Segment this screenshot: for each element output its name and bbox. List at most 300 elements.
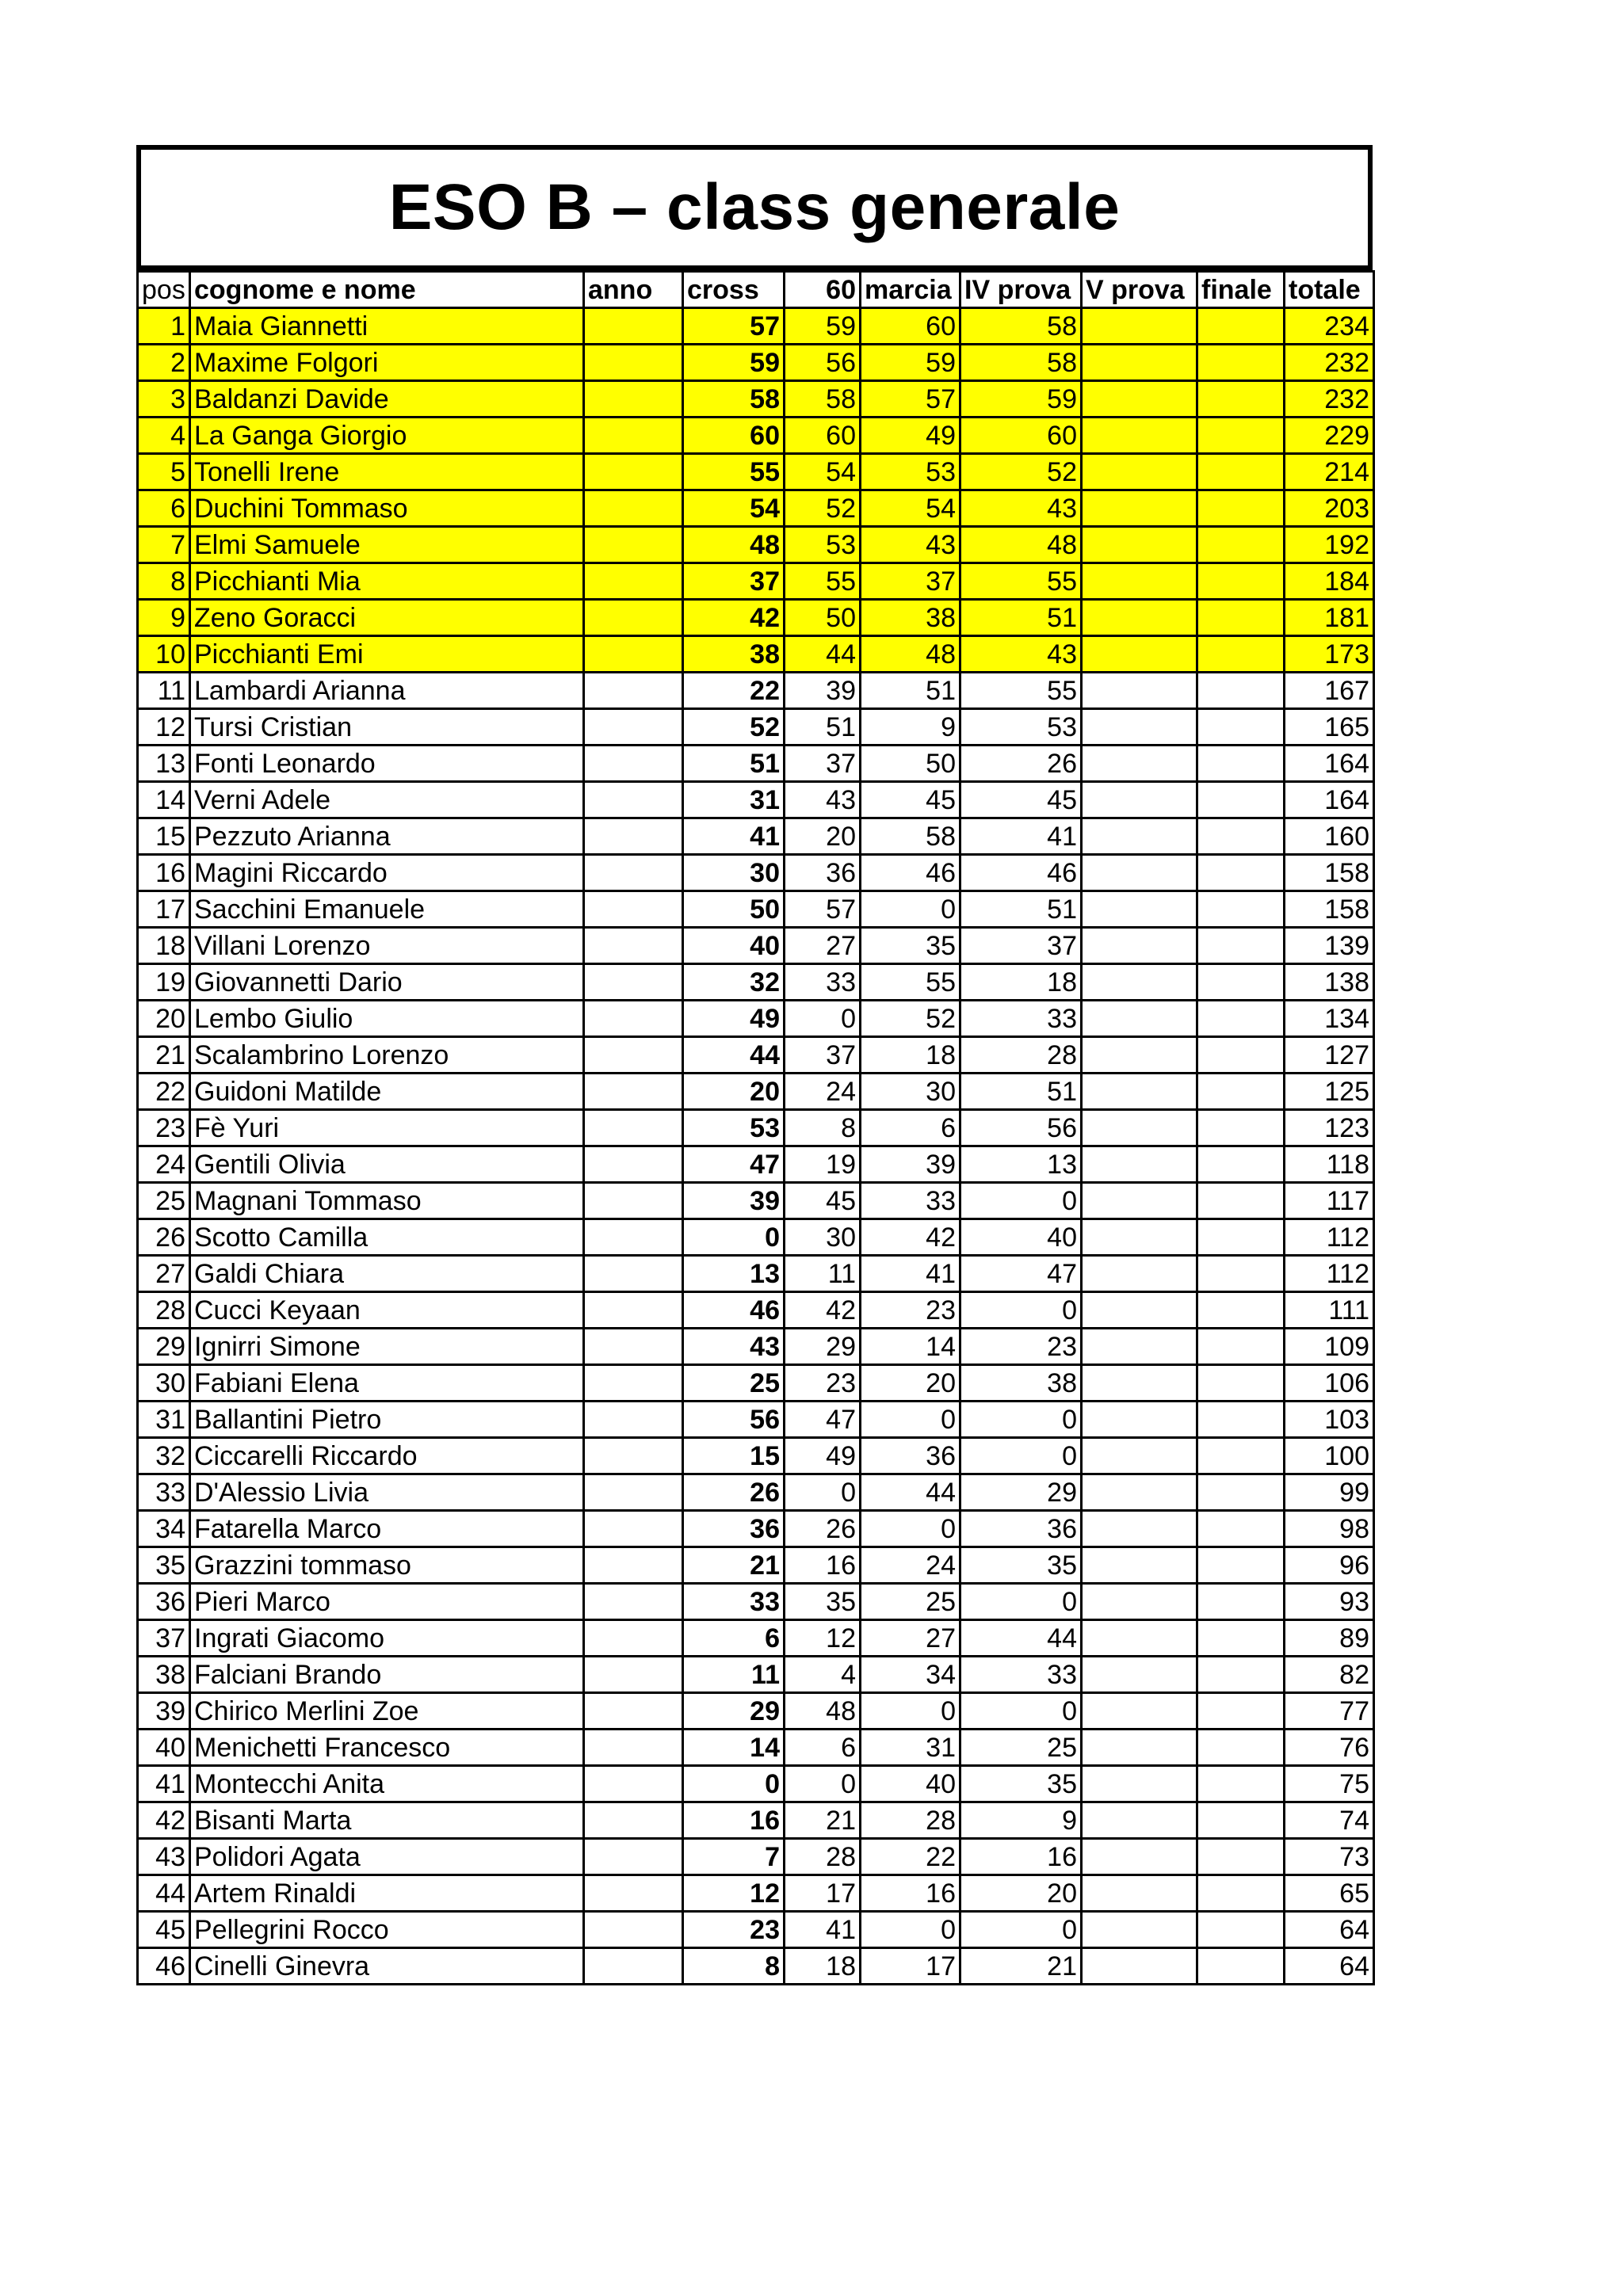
cell-totale: 192 bbox=[1285, 527, 1374, 563]
cell-name: Maxime Folgori bbox=[190, 345, 584, 381]
cell-cross: 42 bbox=[683, 600, 785, 636]
table-row bbox=[138, 1146, 1374, 1183]
cell-60: 0 bbox=[785, 1766, 861, 1802]
cell-60: 43 bbox=[785, 782, 861, 818]
cell-pos: 12 bbox=[138, 709, 190, 746]
cell-v-prova bbox=[1082, 1183, 1197, 1219]
cell-name: Giovannetti Dario bbox=[190, 964, 584, 1001]
cell-anno bbox=[584, 891, 683, 928]
cell-pos: 2 bbox=[138, 345, 190, 381]
cell-totale: 76 bbox=[1285, 1730, 1374, 1766]
cell-name: Artem Rinaldi bbox=[190, 1875, 584, 1912]
cell-finale bbox=[1197, 381, 1285, 418]
col-header-pos: pos bbox=[138, 272, 190, 308]
cell-name: Pezzuto Arianna bbox=[190, 818, 584, 855]
cell-marcia: 42 bbox=[861, 1219, 960, 1256]
cell-anno bbox=[584, 1948, 683, 1985]
cell-marcia: 0 bbox=[861, 1511, 960, 1547]
cell-60: 4 bbox=[785, 1657, 861, 1693]
cell-anno bbox=[584, 1365, 683, 1402]
cell-marcia: 14 bbox=[861, 1329, 960, 1365]
cell-60: 17 bbox=[785, 1875, 861, 1912]
cell-60: 6 bbox=[785, 1730, 861, 1766]
cell-iv-prova: 16 bbox=[960, 1839, 1082, 1875]
cell-marcia: 22 bbox=[861, 1839, 960, 1875]
cell-60: 0 bbox=[785, 1001, 861, 1037]
cell-anno bbox=[584, 636, 683, 673]
cell-v-prova bbox=[1082, 1766, 1197, 1802]
cell-name: Picchianti Emi bbox=[190, 636, 584, 673]
cell-v-prova bbox=[1082, 964, 1197, 1001]
cell-60: 53 bbox=[785, 527, 861, 563]
table-row bbox=[138, 418, 1374, 454]
table-row bbox=[138, 709, 1374, 746]
cell-pos: 43 bbox=[138, 1839, 190, 1875]
cell-60: 20 bbox=[785, 818, 861, 855]
cell-anno bbox=[584, 928, 683, 964]
cell-anno bbox=[584, 1146, 683, 1183]
cell-totale: 181 bbox=[1285, 600, 1374, 636]
cell-pos: 18 bbox=[138, 928, 190, 964]
cell-pos: 19 bbox=[138, 964, 190, 1001]
cell-name: Cucci Keyaan bbox=[190, 1292, 584, 1329]
cell-iv-prova: 58 bbox=[960, 308, 1082, 345]
cell-pos: 3 bbox=[138, 381, 190, 418]
cell-totale: 184 bbox=[1285, 563, 1374, 600]
cell-iv-prova: 51 bbox=[960, 600, 1082, 636]
cell-totale: 109 bbox=[1285, 1329, 1374, 1365]
table-row bbox=[138, 1402, 1374, 1438]
cell-finale bbox=[1197, 855, 1285, 891]
table-row bbox=[138, 381, 1374, 418]
cell-60: 52 bbox=[785, 490, 861, 527]
cell-finale bbox=[1197, 308, 1285, 345]
cell-finale bbox=[1197, 1620, 1285, 1657]
cell-cross: 43 bbox=[683, 1329, 785, 1365]
cell-marcia: 34 bbox=[861, 1657, 960, 1693]
cell-pos: 42 bbox=[138, 1802, 190, 1839]
cell-cross: 32 bbox=[683, 964, 785, 1001]
cell-marcia: 40 bbox=[861, 1766, 960, 1802]
cell-anno bbox=[584, 1875, 683, 1912]
table-row bbox=[138, 1693, 1374, 1730]
cell-name: Ignirri Simone bbox=[190, 1329, 584, 1365]
table-row bbox=[138, 1620, 1374, 1657]
cell-pos: 1 bbox=[138, 308, 190, 345]
cell-iv-prova: 48 bbox=[960, 527, 1082, 563]
cell-totale: 164 bbox=[1285, 746, 1374, 782]
cell-v-prova bbox=[1082, 527, 1197, 563]
cell-finale bbox=[1197, 673, 1285, 709]
cell-totale: 73 bbox=[1285, 1839, 1374, 1875]
cell-cross: 59 bbox=[683, 345, 785, 381]
cell-marcia: 17 bbox=[861, 1948, 960, 1985]
cell-marcia: 24 bbox=[861, 1547, 960, 1584]
cell-iv-prova: 47 bbox=[960, 1256, 1082, 1292]
table-row bbox=[138, 1037, 1374, 1074]
table-row bbox=[138, 1948, 1374, 1985]
cell-iv-prova: 33 bbox=[960, 1657, 1082, 1693]
cell-anno bbox=[584, 1001, 683, 1037]
cell-name: Magnani Tommaso bbox=[190, 1183, 584, 1219]
cell-60: 42 bbox=[785, 1292, 861, 1329]
cell-v-prova bbox=[1082, 782, 1197, 818]
cell-finale bbox=[1197, 1110, 1285, 1146]
cell-marcia: 60 bbox=[861, 308, 960, 345]
cell-60: 45 bbox=[785, 1183, 861, 1219]
cell-60: 60 bbox=[785, 418, 861, 454]
cell-pos: 26 bbox=[138, 1219, 190, 1256]
cell-cross: 55 bbox=[683, 454, 785, 490]
table-row bbox=[138, 1183, 1374, 1219]
cell-finale bbox=[1197, 454, 1285, 490]
cell-anno bbox=[584, 1074, 683, 1110]
cell-finale bbox=[1197, 1146, 1285, 1183]
table-row bbox=[138, 600, 1374, 636]
cell-marcia: 49 bbox=[861, 418, 960, 454]
col-header-v-prova: V prova bbox=[1082, 272, 1197, 308]
cell-iv-prova: 59 bbox=[960, 381, 1082, 418]
cell-finale bbox=[1197, 1511, 1285, 1547]
col-header-marcia: marcia bbox=[861, 272, 960, 308]
cell-cross: 37 bbox=[683, 563, 785, 600]
cell-anno bbox=[584, 1256, 683, 1292]
cell-name: Lambardi Arianna bbox=[190, 673, 584, 709]
cell-name: Grazzini tommaso bbox=[190, 1547, 584, 1584]
cell-cross: 25 bbox=[683, 1365, 785, 1402]
table-row bbox=[138, 855, 1374, 891]
cell-iv-prova: 40 bbox=[960, 1219, 1082, 1256]
table-row bbox=[138, 1219, 1374, 1256]
table-row bbox=[138, 746, 1374, 782]
cell-finale bbox=[1197, 1875, 1285, 1912]
cell-cross: 33 bbox=[683, 1584, 785, 1620]
cell-name: Cinelli Ginevra bbox=[190, 1948, 584, 1985]
table-row bbox=[138, 1329, 1374, 1365]
cell-name: Guidoni Matilde bbox=[190, 1074, 584, 1110]
cell-60: 44 bbox=[785, 636, 861, 673]
cell-60: 19 bbox=[785, 1146, 861, 1183]
cell-anno bbox=[584, 1657, 683, 1693]
cell-v-prova bbox=[1082, 1256, 1197, 1292]
table-row bbox=[138, 563, 1374, 600]
cell-v-prova bbox=[1082, 1620, 1197, 1657]
cell-v-prova bbox=[1082, 1657, 1197, 1693]
cell-anno bbox=[584, 782, 683, 818]
cell-anno bbox=[584, 1547, 683, 1584]
cell-pos: 14 bbox=[138, 782, 190, 818]
cell-finale bbox=[1197, 709, 1285, 746]
cell-finale bbox=[1197, 1001, 1285, 1037]
table-row bbox=[138, 1292, 1374, 1329]
cell-cross: 11 bbox=[683, 1657, 785, 1693]
cell-marcia: 36 bbox=[861, 1438, 960, 1474]
cell-anno bbox=[584, 381, 683, 418]
cell-v-prova bbox=[1082, 709, 1197, 746]
cell-name: Galdi Chiara bbox=[190, 1256, 584, 1292]
table-row bbox=[138, 1875, 1374, 1912]
cell-60: 8 bbox=[785, 1110, 861, 1146]
cell-marcia: 39 bbox=[861, 1146, 960, 1183]
table-row bbox=[138, 636, 1374, 673]
cell-v-prova bbox=[1082, 1219, 1197, 1256]
cell-cross: 39 bbox=[683, 1183, 785, 1219]
cell-pos: 8 bbox=[138, 563, 190, 600]
cell-cross: 38 bbox=[683, 636, 785, 673]
cell-anno bbox=[584, 563, 683, 600]
table-row bbox=[138, 490, 1374, 527]
cell-v-prova bbox=[1082, 1802, 1197, 1839]
table-row bbox=[138, 1365, 1374, 1402]
cell-marcia: 0 bbox=[861, 891, 960, 928]
cell-pos: 38 bbox=[138, 1657, 190, 1693]
cell-iv-prova: 55 bbox=[960, 563, 1082, 600]
cell-pos: 7 bbox=[138, 527, 190, 563]
cell-name: Sacchini Emanuele bbox=[190, 891, 584, 928]
cell-totale: 65 bbox=[1285, 1875, 1374, 1912]
cell-totale: 127 bbox=[1285, 1037, 1374, 1074]
cell-marcia: 28 bbox=[861, 1802, 960, 1839]
cell-v-prova bbox=[1082, 891, 1197, 928]
cell-marcia: 0 bbox=[861, 1912, 960, 1948]
cell-v-prova bbox=[1082, 1912, 1197, 1948]
cell-60: 37 bbox=[785, 1037, 861, 1074]
cell-cross: 53 bbox=[683, 1110, 785, 1146]
cell-v-prova bbox=[1082, 1292, 1197, 1329]
cell-totale: 106 bbox=[1285, 1365, 1374, 1402]
cell-cross: 23 bbox=[683, 1912, 785, 1948]
cell-pos: 9 bbox=[138, 600, 190, 636]
cell-v-prova bbox=[1082, 928, 1197, 964]
cell-cross: 16 bbox=[683, 1802, 785, 1839]
cell-pos: 22 bbox=[138, 1074, 190, 1110]
cell-iv-prova: 0 bbox=[960, 1402, 1082, 1438]
cell-marcia: 6 bbox=[861, 1110, 960, 1146]
cell-iv-prova: 20 bbox=[960, 1875, 1082, 1912]
cell-anno bbox=[584, 490, 683, 527]
cell-finale bbox=[1197, 818, 1285, 855]
cell-iv-prova: 13 bbox=[960, 1146, 1082, 1183]
cell-finale bbox=[1197, 1183, 1285, 1219]
table-row bbox=[138, 928, 1374, 964]
cell-60: 49 bbox=[785, 1438, 861, 1474]
col-header-iv-prova: IV prova bbox=[960, 272, 1082, 308]
cell-pos: 41 bbox=[138, 1766, 190, 1802]
cell-cross: 50 bbox=[683, 891, 785, 928]
table-row bbox=[138, 454, 1374, 490]
cell-totale: 125 bbox=[1285, 1074, 1374, 1110]
cell-totale: 89 bbox=[1285, 1620, 1374, 1657]
cell-name: Gentili Olivia bbox=[190, 1146, 584, 1183]
cell-v-prova bbox=[1082, 1001, 1197, 1037]
cell-60: 58 bbox=[785, 381, 861, 418]
cell-anno bbox=[584, 1839, 683, 1875]
cell-totale: 232 bbox=[1285, 345, 1374, 381]
cell-finale bbox=[1197, 636, 1285, 673]
cell-v-prova bbox=[1082, 1037, 1197, 1074]
cell-name: Falciani Brando bbox=[190, 1657, 584, 1693]
cell-iv-prova: 37 bbox=[960, 928, 1082, 964]
table-row bbox=[138, 782, 1374, 818]
cell-finale bbox=[1197, 964, 1285, 1001]
cell-60: 29 bbox=[785, 1329, 861, 1365]
cell-totale: 112 bbox=[1285, 1219, 1374, 1256]
cell-v-prova bbox=[1082, 1474, 1197, 1511]
cell-marcia: 41 bbox=[861, 1256, 960, 1292]
table-row bbox=[138, 1730, 1374, 1766]
cell-name: Verni Adele bbox=[190, 782, 584, 818]
cell-finale bbox=[1197, 1365, 1285, 1402]
cell-anno bbox=[584, 1584, 683, 1620]
cell-60: 16 bbox=[785, 1547, 861, 1584]
cell-marcia: 20 bbox=[861, 1365, 960, 1402]
cell-60: 50 bbox=[785, 600, 861, 636]
cell-name: Ciccarelli Riccardo bbox=[190, 1438, 584, 1474]
cell-totale: 117 bbox=[1285, 1183, 1374, 1219]
cell-iv-prova: 46 bbox=[960, 855, 1082, 891]
cell-finale bbox=[1197, 1074, 1285, 1110]
cell-cross: 8 bbox=[683, 1948, 785, 1985]
cell-finale bbox=[1197, 1292, 1285, 1329]
cell-v-prova bbox=[1082, 1365, 1197, 1402]
cell-pos: 24 bbox=[138, 1146, 190, 1183]
cell-v-prova bbox=[1082, 381, 1197, 418]
col-header-cross: cross bbox=[683, 272, 785, 308]
cell-v-prova bbox=[1082, 1438, 1197, 1474]
cell-anno bbox=[584, 1693, 683, 1730]
cell-anno bbox=[584, 1511, 683, 1547]
cell-finale bbox=[1197, 1037, 1285, 1074]
cell-pos: 10 bbox=[138, 636, 190, 673]
cell-finale bbox=[1197, 1438, 1285, 1474]
cell-anno bbox=[584, 1183, 683, 1219]
cell-marcia: 23 bbox=[861, 1292, 960, 1329]
table-row bbox=[138, 1912, 1374, 1948]
cell-cross: 40 bbox=[683, 928, 785, 964]
cell-v-prova bbox=[1082, 1074, 1197, 1110]
cell-60: 33 bbox=[785, 964, 861, 1001]
cell-cross: 60 bbox=[683, 418, 785, 454]
cell-v-prova bbox=[1082, 673, 1197, 709]
cell-anno bbox=[584, 964, 683, 1001]
cell-name: Zeno Goracci bbox=[190, 600, 584, 636]
cell-cross: 41 bbox=[683, 818, 785, 855]
cell-v-prova bbox=[1082, 490, 1197, 527]
cell-marcia: 30 bbox=[861, 1074, 960, 1110]
cell-anno bbox=[584, 1329, 683, 1365]
cell-anno bbox=[584, 1438, 683, 1474]
cell-marcia: 0 bbox=[861, 1693, 960, 1730]
table-row bbox=[138, 527, 1374, 563]
cell-marcia: 44 bbox=[861, 1474, 960, 1511]
cell-60: 35 bbox=[785, 1584, 861, 1620]
cell-cross: 13 bbox=[683, 1256, 785, 1292]
cell-marcia: 0 bbox=[861, 1402, 960, 1438]
table-row bbox=[138, 345, 1374, 381]
cell-cross: 54 bbox=[683, 490, 785, 527]
cell-iv-prova: 51 bbox=[960, 1074, 1082, 1110]
cell-totale: 64 bbox=[1285, 1912, 1374, 1948]
cell-cross: 36 bbox=[683, 1511, 785, 1547]
cell-marcia: 43 bbox=[861, 527, 960, 563]
cell-pos: 6 bbox=[138, 490, 190, 527]
table-row bbox=[138, 1511, 1374, 1547]
cell-cross: 58 bbox=[683, 381, 785, 418]
cell-cross: 15 bbox=[683, 1438, 785, 1474]
cell-anno bbox=[584, 1219, 683, 1256]
cell-pos: 34 bbox=[138, 1511, 190, 1547]
cell-v-prova bbox=[1082, 1839, 1197, 1875]
cell-iv-prova: 18 bbox=[960, 964, 1082, 1001]
cell-totale: 214 bbox=[1285, 454, 1374, 490]
cell-pos: 25 bbox=[138, 1183, 190, 1219]
cell-v-prova bbox=[1082, 418, 1197, 454]
table-row bbox=[138, 1839, 1374, 1875]
table-row bbox=[138, 1001, 1374, 1037]
cell-cross: 0 bbox=[683, 1766, 785, 1802]
cell-cross: 48 bbox=[683, 527, 785, 563]
cell-anno bbox=[584, 454, 683, 490]
col-header-60: 60 bbox=[785, 272, 861, 308]
cell-finale bbox=[1197, 1730, 1285, 1766]
standings-table bbox=[136, 270, 1375, 1985]
cell-finale bbox=[1197, 1693, 1285, 1730]
cell-iv-prova: 23 bbox=[960, 1329, 1082, 1365]
cell-name: Fatarella Marco bbox=[190, 1511, 584, 1547]
cell-name: Chirico Merlini Zoe bbox=[190, 1693, 584, 1730]
cell-cross: 29 bbox=[683, 1693, 785, 1730]
cell-iv-prova: 53 bbox=[960, 709, 1082, 746]
cell-iv-prova: 0 bbox=[960, 1693, 1082, 1730]
cell-pos: 36 bbox=[138, 1584, 190, 1620]
cell-cross: 30 bbox=[683, 855, 785, 891]
cell-60: 30 bbox=[785, 1219, 861, 1256]
cell-anno bbox=[584, 527, 683, 563]
cell-anno bbox=[584, 1110, 683, 1146]
cell-name: Fonti Leonardo bbox=[190, 746, 584, 782]
cell-finale bbox=[1197, 1802, 1285, 1839]
cell-60: 48 bbox=[785, 1693, 861, 1730]
cell-v-prova bbox=[1082, 1875, 1197, 1912]
header-row bbox=[138, 272, 1374, 308]
cell-iv-prova: 60 bbox=[960, 418, 1082, 454]
table-row bbox=[138, 818, 1374, 855]
cell-marcia: 51 bbox=[861, 673, 960, 709]
cell-name: Tonelli Irene bbox=[190, 454, 584, 490]
cell-finale bbox=[1197, 563, 1285, 600]
cell-cross: 14 bbox=[683, 1730, 785, 1766]
cell-totale: 118 bbox=[1285, 1146, 1374, 1183]
cell-name: Magini Riccardo bbox=[190, 855, 584, 891]
cell-totale: 99 bbox=[1285, 1474, 1374, 1511]
cell-totale: 123 bbox=[1285, 1110, 1374, 1146]
title-box bbox=[136, 145, 1373, 270]
cell-anno bbox=[584, 1912, 683, 1948]
cell-anno bbox=[584, 1730, 683, 1766]
cell-60: 23 bbox=[785, 1365, 861, 1402]
cell-v-prova bbox=[1082, 636, 1197, 673]
cell-marcia: 57 bbox=[861, 381, 960, 418]
cell-60: 0 bbox=[785, 1474, 861, 1511]
cell-v-prova bbox=[1082, 1402, 1197, 1438]
cell-pos: 39 bbox=[138, 1693, 190, 1730]
cell-v-prova bbox=[1082, 563, 1197, 600]
cell-iv-prova: 0 bbox=[960, 1912, 1082, 1948]
cell-pos: 30 bbox=[138, 1365, 190, 1402]
cell-60: 47 bbox=[785, 1402, 861, 1438]
cell-totale: 103 bbox=[1285, 1402, 1374, 1438]
cell-v-prova bbox=[1082, 1547, 1197, 1584]
